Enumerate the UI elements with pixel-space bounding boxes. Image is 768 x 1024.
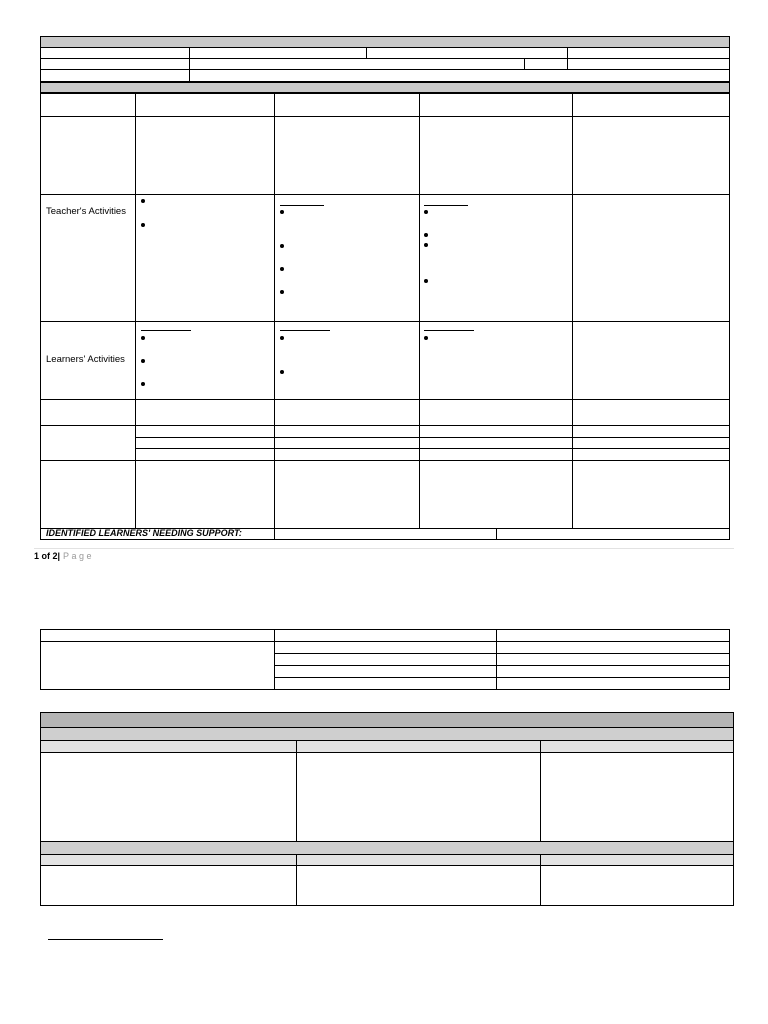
page-number-value: 1 of 2 [34,551,58,561]
info-row-3 [40,69,730,82]
bullet [280,370,284,374]
identified-learners-support-label: IDENTIFIED LEARNERS' NEEDING SUPPORT: [46,528,242,538]
bullet [141,199,145,203]
bullet [280,290,284,294]
bullet [424,336,428,340]
page-separator [34,548,734,549]
bullet [424,243,428,247]
page-number [34,551,94,561]
underline [280,330,330,331]
underline [424,330,474,331]
section-header-band [40,82,730,93]
bullet [424,233,428,237]
bullet [280,336,284,340]
bullet [141,382,145,386]
bullet [280,267,284,271]
teachers-activities-label: Teacher's Activities [46,206,126,217]
bullet [280,244,284,248]
page-word: Page [63,551,95,561]
bullet [424,210,428,214]
bullet [424,279,428,283]
underline [280,205,324,206]
page-number-separator: | [57,551,61,561]
bullet [280,210,284,214]
underline [424,205,468,206]
bullet [141,223,145,227]
underline [141,330,191,331]
bullet [141,359,145,363]
bullet [141,336,145,340]
signature-line [48,939,163,940]
learners-activities-label: Learners' Activities [46,354,125,365]
main-grid [40,93,730,540]
